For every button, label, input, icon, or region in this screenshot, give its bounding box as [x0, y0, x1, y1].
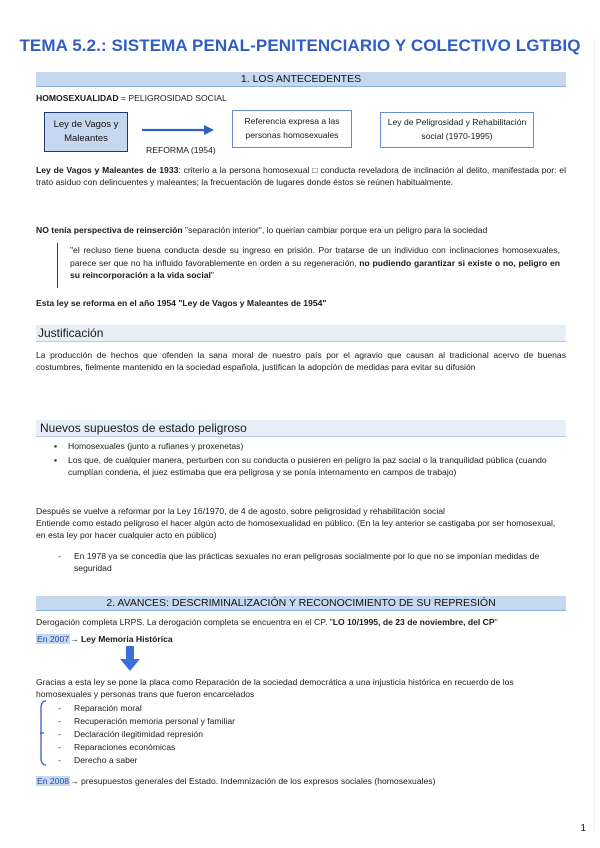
quote-block [70, 244, 560, 282]
reinsercion-bold: NO tenía perspectiva de reinserción [36, 225, 183, 235]
quote-bar [57, 243, 58, 288]
nuevos-dash-list [58, 550, 562, 576]
line-2008 [36, 775, 566, 787]
homosexualidad-label: HOMOSEXUALIDAD [36, 93, 119, 103]
paragraph-derogacion [36, 616, 566, 628]
quote-plain: "el recluso tiene buena conducta desde su ingreso en prisión. Por tratarse de un individuo con inclinaciones homosexuales, parece ser que no ha influido favorablemente en orden a su regeneración, [70, 245, 560, 268]
list-item [58, 754, 558, 766]
nuevos-bullet-list [54, 440, 564, 480]
reinsercion-rest: "separación interior", lo querían cambiar porque era un peligro para la sociedad [182, 225, 488, 235]
year-2008: En 2008 [37, 776, 70, 786]
list-item [58, 741, 558, 753]
ley-memoria-label: Ley Memoria Histórica [78, 634, 173, 644]
dash-icon: - [58, 742, 61, 752]
paragraph-estado-peligroso: Entiende como estado peligroso el hacer algún acto de homosexualidad en público. (En la ley anterior se castigaba por ser homosexual, en esta ley por hacer cualquier acto en público) [36, 518, 556, 540]
bracket-icon [40, 700, 48, 766]
box-referencia: Referencia expresa a las personas homosexuales [232, 110, 352, 148]
arrow-right-icon: → [70, 634, 79, 644]
presupuestos-text: presupuestos generales del Estado. Indemnización de los expresos sociales (homosexuales) [78, 776, 436, 786]
dash-icon: - [58, 716, 61, 726]
list-item [54, 454, 564, 478]
dash-text: En 1978 ya se concedía que las prácticas sexuales no eran peligrosas socialmente por lo que no se imponían medidas de seguridad [74, 551, 540, 573]
derogacion-end: " [494, 617, 498, 627]
justificacion-heading: Justificación [36, 325, 566, 342]
dash-text: Reparación moral [74, 703, 142, 713]
quote-bold: no pudiendo garantizar si existe o no, peligro en su reincorporación a la vida social [70, 257, 560, 280]
box-ley-vagos: Ley de Vagos y Maleantes [44, 112, 128, 152]
ley-1933-bold: Ley de Vagos y Maleantes de 1933 [36, 165, 179, 175]
derogacion-plain: Derogación completa LRPS. La derogación completa se encuentra en el CP. " [36, 617, 333, 627]
justificacion-text: La producción de hechos que ofenden la sana moral de nuestro país por el agravio que causan al tradicional acervo de buenas costumbres, fielmente mantenido en la sociedad española, justifican la adopción de medidas para evitar su difusión [36, 350, 566, 372]
page-edge-divider [594, 40, 595, 830]
dash-text: Reparaciones económicas [74, 742, 176, 752]
paragraph-reinsercion [36, 224, 566, 236]
section-1-heading: 1. LOS ANTECEDENTES [36, 72, 566, 87]
arrow-right-icon: → [70, 776, 79, 786]
section-2-heading: 2. AVANCES: DESCRIMINALIZACIÓN Y RECONOCIMIENTO DE SU REPRESIÓN [36, 596, 566, 611]
arrow-right-icon [140, 124, 216, 136]
list-item [58, 550, 562, 574]
dash-text: Recuperación memoria personal y familiar [74, 716, 235, 726]
reforma-label: REFORMA (1954) [146, 145, 216, 155]
dash-icon: - [58, 755, 61, 765]
box-ley-peligrosidad: Ley de Peligrosidad y Rehabilitación social (1970-1995) [380, 112, 534, 148]
bullet-icon: ▪ [54, 455, 58, 465]
line-2007 [36, 633, 566, 645]
reforma-1954-line: Esta ley se reforma en el año 1954 "Ley de Vagos y Maleantes de 1954" [36, 298, 327, 308]
page-title: TEMA 5.2.: SISTEMA PENAL-PENITENCIARIO Y COLECTIVO LGTBIQ [19, 36, 581, 55]
dash-text: Declaración ilegitimidad represión [74, 729, 203, 739]
ley-1933-rest: : criterio a la persona homosexual □ conducta reveladora de inclinación al delito, manifestada por: el trato asiduo con delincuentes y maleantes; la frecuentación de lugares donde éstos se reúnen habitualmente. [36, 165, 566, 187]
bullet-text: Homosexuales (junto a rufianes y proxenetas) [68, 441, 244, 451]
dash-icon: - [58, 729, 61, 739]
reparaciones-list [58, 702, 558, 767]
list-item [58, 728, 558, 740]
bullet-text: Los que, de cualquier manera, perturben con su conducta o pusieren en peligro la paz social o la tranquilidad pública (cuando cumplían condena, el juez estimaba que era peligrosa y se ponía internamento en campos de trabajo) [68, 455, 547, 477]
dash-icon: - [58, 703, 61, 713]
list-item [58, 702, 558, 714]
paragraph-placa: Gracias a esta ley se pone la placa como Reparación de la sociedad democrática a una injusticia histórica en recuerdo de los homosexuales y personas trans que fueron encarcelados [36, 677, 514, 699]
dash-text: Derecho a saber [74, 755, 138, 765]
paragraph-ley-1970: Después se vuelve a reformar por la Ley 16/1970, de 4 de agosto, sobre peligrosidad y rehabilitación social [36, 506, 445, 516]
nuevos-heading: Nuevos supuestos de estado peligroso [36, 420, 566, 437]
year-2007: En 2007 [37, 634, 70, 644]
page-number: 1 [580, 823, 586, 834]
homosexualidad-line [36, 92, 566, 104]
derogacion-bold: LO 10/1995, de 23 de noviembre, del CP [332, 617, 495, 627]
dash-icon: - [58, 551, 61, 561]
list-item [58, 715, 558, 727]
list-item [54, 440, 564, 452]
paragraph-ley-1933 [36, 164, 566, 188]
quote-end: " [210, 270, 214, 280]
bullet-icon: ▪ [54, 441, 58, 451]
arrow-down-icon [120, 646, 140, 672]
homosexualidad-rest: = PELIGROSIDAD SOCIAL [118, 93, 227, 103]
